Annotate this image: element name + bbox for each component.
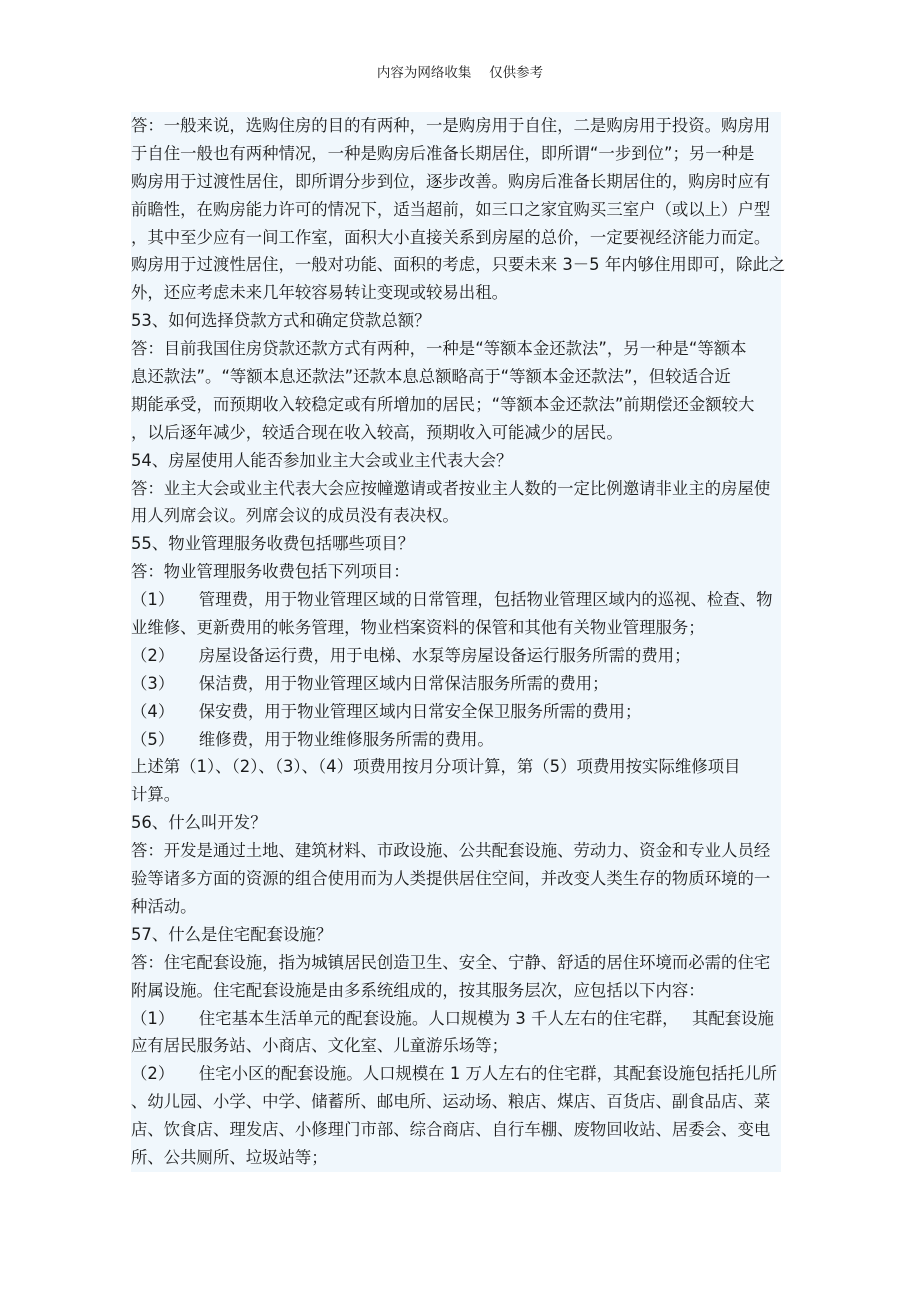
text-line: 55、物业管理服务收费包括哪些项目？: [131, 534, 415, 554]
text-line: 计算。: [131, 785, 181, 805]
text-line: 56、什么叫开发？: [131, 813, 267, 833]
text-line: 用人列席会议。列席会议的成员没有表决权。: [131, 506, 459, 526]
text-line: （2） 房屋设备运行费，用于电梯、水泵等房屋设备运行服务所需的费用；: [131, 645, 691, 665]
text-line: 所、公共厕所、垃圾站等；: [131, 1147, 328, 1167]
text-line: ，其中至少应有一间工作室，面积大小直接关系到房屋的总价，一定要视经济能力而定。: [131, 227, 771, 247]
text-line: （2） 住宅小区的配套设施。人口规模在 1 万人左右的住宅群，其配套设施包括托儿所: [131, 1064, 777, 1084]
text-line: 店、饮食店、理发店、小修理门市部、综合商店、自行车棚、废物回收站、居委会、变电: [131, 1120, 771, 1140]
text-line: 答：业主大会或业主代表大会应按幢邀请或者按业主人数的一定比例邀请非业主的房屋使: [131, 478, 771, 498]
text-line: 53、如何选择贷款方式和确定贷款总额？: [131, 311, 431, 331]
text-line: 前瞻性，在购房能力许可的情况下，适当超前，如三口之家宜购买三室户（或以上）户型: [131, 199, 771, 219]
text-line: 答：物业管理服务收费包括下列项目：: [131, 562, 410, 582]
text-line: 54、房屋使用人能否参加业主大会或业主代表大会？: [131, 450, 513, 470]
header-note: 内容为网络收集 仅供参考: [376, 65, 544, 81]
text-line: （1） 住宅基本生活单元的配套设施。人口规模为 3 千人左右的住宅群， 其配套设施: [131, 1008, 774, 1028]
text-line: 答：目前我国住房贷款还款方式有两种，一种是“等额本金还款法”，另一种是“等额本: [131, 339, 747, 359]
text-line: ，以后逐年减少，较适合现在收入较高，预期收入可能减少的居民。: [131, 422, 623, 442]
text-line: 购房用于过渡性居住，一般对功能、面积的考虑，只要未来 3－5 年内够住用即可，除此之: [131, 255, 786, 275]
text-line: 附属设施。住宅配套设施是由多系统组成的，按其服务层次，应包括以下内容：: [131, 980, 705, 1000]
text-line: 外，还应考虑未来几年较容易转让变现或较易出租。: [131, 283, 508, 303]
text-line: 业维修、更新费用的帐务管理，物业档案资料的保管和其他有关物业管理服务；: [131, 618, 705, 638]
text-line: （5） 维修费，用于物业维修服务所需的费用。: [131, 729, 494, 749]
text-line: 应有居民服务站、小商店、文化室、儿童游乐场等；: [131, 1036, 508, 1056]
text-line: 答：一般来说，选购住房的目的有两种，一是购房用于自住，二是购房用于投资。购房用: [131, 116, 771, 135]
text-line: 种活动。: [131, 896, 197, 916]
text-line: 于自住一般也有两种情况，一种是购房后准备长期居住，即所谓“一步到位”；另一种是: [131, 143, 755, 163]
text-line: 上述第（1）、（2）、（3）、（4）项费用按月分项计算，第（5）项费用按实际维修项目: [131, 757, 741, 777]
text-line: 答：开发是通过土地、建筑材料、市政设施、公共配套设施、劳动力、资金和专业人员经: [131, 841, 771, 861]
text-line: （4） 保安费，用于物业管理区域内日常安全保卫服务所需的费用；: [131, 701, 642, 721]
text-line: （3） 保洁费，用于物业管理区域内日常保洁服务所需的费用；: [131, 673, 609, 693]
body-text-block: [131, 112, 786, 1172]
text-line: 期能承受，而预期收入较稳定或有所增加的居民；“等额本金还款法”前期偿还金额较大: [131, 394, 755, 414]
text-line: 息还款法”。“等额本息还款法”还款本息总额略高于“等额本金还款法”，但较适合近: [131, 367, 731, 387]
text-line: （1） 管理费，用于物业管理区域的日常管理，包括物业管理区域内的巡视、检查、物: [131, 590, 773, 610]
text-line: 57、什么是住宅配套设施？: [131, 924, 333, 944]
text-line: 答：住宅配套设施，指为城镇居民创造卫生、安全、宁静、舒适的居住环境而必需的住宅: [131, 952, 771, 972]
text-line: 购房用于过渡性居住，即所谓分步到位，逐步改善。购房后准备长期居住的，购房时应有: [131, 171, 771, 191]
text-line: 验等诸多方面的资源的组合使用而为人类提供居住空间，并改变人类生存的物质环境的一: [131, 869, 771, 889]
text-line: 、幼儿园、小学、中学、储蓄所、邮电所、运动场、粮店、煤店、百货店、副食品店、菜: [131, 1092, 771, 1112]
